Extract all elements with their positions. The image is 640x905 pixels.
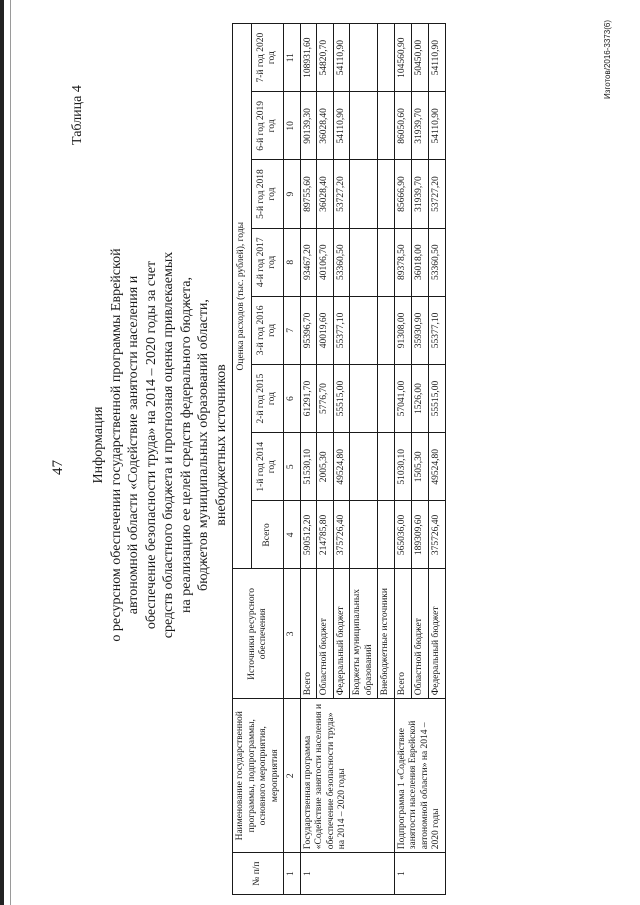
value-cell: 57041,00: [394, 364, 411, 432]
value-cell: 91308,00: [394, 296, 411, 364]
value-cell: 50450,00: [411, 24, 428, 92]
value-cell: 49524,80: [333, 433, 350, 501]
value-cell: 5776,70: [317, 364, 334, 432]
column-number: 4: [284, 501, 301, 569]
value-cell: 53360,50: [428, 228, 445, 296]
value-cell: [378, 160, 395, 228]
value-cell: 54110,90: [428, 92, 445, 160]
value-cell: 1505,30: [411, 433, 428, 501]
source-cell: Федеральный бюджет: [428, 569, 445, 699]
value-cell: 40106,70: [317, 228, 334, 296]
value-cell: [350, 228, 378, 296]
value-cell: 89755,60: [300, 160, 317, 228]
table-label: Таблица 4: [70, 85, 85, 145]
row-number: 1: [300, 853, 394, 895]
value-cell: 36028,40: [317, 92, 334, 160]
col-header-no: № п/п: [233, 853, 284, 895]
value-cell: 49524,80: [428, 433, 445, 501]
heading-line: средств областного бюджета и прогнозная оценка привлекаемых: [161, 251, 176, 639]
value-cell: 35930,90: [411, 296, 428, 364]
value-cell: 54110,90: [333, 92, 350, 160]
heading-line: автономной области «Содействие занятости населения и: [126, 275, 141, 615]
value-cell: 55515,00: [333, 364, 350, 432]
value-cell: [350, 92, 378, 160]
heading-line: на реализацию ее целей средств федерального бюджета,: [178, 277, 194, 613]
program-name: Подпрограмма 1 «Содействие занятости населения Еврейской автономной области» на 2014 – 2020 годы: [394, 699, 445, 853]
row-number: 1: [394, 853, 445, 895]
value-cell: 375726,40: [333, 501, 350, 569]
col-header-name: Наименование государственной программы, подпрограммы, основного мероприятия, мероприятия: [233, 699, 284, 853]
value-cell: 40019,60: [317, 296, 334, 364]
header-row: [233, 24, 252, 895]
col-header-source: Источники ресурсного обеспечения: [233, 569, 284, 699]
value-cell: 36028,40: [317, 160, 334, 228]
source-cell: Областной бюджет: [411, 569, 428, 699]
value-cell: 565036,00: [394, 501, 411, 569]
value-cell: 375726,40: [428, 501, 445, 569]
value-cell: 53727,20: [428, 160, 445, 228]
value-cell: 36018,00: [411, 228, 428, 296]
value-cell: [378, 364, 395, 432]
value-cell: 1526,00: [411, 364, 428, 432]
heading-line: внебюджетных источников: [213, 364, 229, 526]
column-number: 10: [284, 92, 301, 160]
value-cell: 55377,10: [333, 296, 350, 364]
column-number: 11: [284, 24, 301, 92]
col-header-year: 7-й год 2020 год: [251, 24, 283, 92]
value-cell: 86050,60: [394, 92, 411, 160]
source-cell: Бюджеты муниципальных образований: [350, 569, 378, 699]
source-cell: Областной бюджет: [317, 569, 334, 699]
value-cell: 31939,70: [411, 160, 428, 228]
value-cell: [378, 433, 395, 501]
source-cell: Всего: [300, 569, 317, 699]
column-number-row: [284, 24, 301, 895]
value-cell: [350, 296, 378, 364]
value-cell: 108931,60: [300, 24, 317, 92]
col-header-year: 5-й год 2018 год: [251, 160, 283, 228]
value-cell: [350, 433, 378, 501]
value-cell: 54110,90: [333, 24, 350, 92]
value-cell: [378, 92, 395, 160]
value-cell: 55377,10: [428, 296, 445, 364]
value-cell: [350, 160, 378, 228]
value-cell: 54820,70: [317, 24, 334, 92]
page-number: 47: [50, 460, 66, 475]
heading-line: бюджетов муниципальных образований области,: [196, 299, 211, 591]
value-cell: 189309,60: [411, 501, 428, 569]
value-cell: [378, 501, 395, 569]
footer-code: Изготов/2016-3373(6): [603, 20, 612, 99]
source-cell: Всего: [394, 569, 411, 699]
column-number: 1: [284, 853, 301, 895]
col-header-year: 2-й год 2015 год: [251, 364, 283, 432]
value-cell: 85666,90: [394, 160, 411, 228]
column-number: 5: [284, 433, 301, 501]
column-number: 6: [284, 364, 301, 432]
column-number: 3: [284, 569, 301, 699]
col-header-year: 1-й год 2014 год: [251, 433, 283, 501]
value-cell: [350, 501, 378, 569]
value-cell: [350, 364, 378, 432]
value-cell: 93467,20: [300, 228, 317, 296]
heading-line: обеспечение безопасности труда» на 2014 – 2020 годы за счет: [143, 260, 159, 630]
column-number: 7: [284, 296, 301, 364]
value-cell: 51030,10: [394, 433, 411, 501]
col-header-year: 6-й год 2019 год: [251, 92, 283, 160]
resource-table: [232, 23, 446, 895]
value-cell: 31939,70: [411, 92, 428, 160]
value-cell: 214785,80: [317, 501, 334, 569]
value-cell: [378, 228, 395, 296]
source-cell: Внебюджетные источники: [378, 569, 395, 699]
column-number: 2: [284, 699, 301, 853]
value-cell: 53360,50: [333, 228, 350, 296]
value-cell: 54110,90: [428, 24, 445, 92]
value-cell: 590512,20: [300, 501, 317, 569]
column-number: 8: [284, 228, 301, 296]
value-cell: 53727,20: [333, 160, 350, 228]
col-header-total: Всего: [251, 501, 283, 569]
col-header-estimate: Оценка расходов (тыс. рублей), годы: [233, 24, 252, 570]
value-cell: 61291,70: [300, 364, 317, 432]
table-row: [300, 24, 317, 895]
value-cell: 89378,50: [394, 228, 411, 296]
value-cell: [378, 24, 395, 92]
document-heading: [90, 85, 230, 805]
value-cell: 90139,30: [300, 92, 317, 160]
table-row: [394, 24, 411, 895]
source-cell: Федеральный бюджет: [333, 569, 350, 699]
col-header-year: 4-й год 2017 год: [251, 228, 283, 296]
value-cell: 104560,90: [394, 24, 411, 92]
value-cell: 95396,70: [300, 296, 317, 364]
heading-line: Информация: [91, 406, 106, 484]
value-cell: [378, 296, 395, 364]
value-cell: 55515,00: [428, 364, 445, 432]
value-cell: 51530,10: [300, 433, 317, 501]
value-cell: 2005,30: [317, 433, 334, 501]
col-header-year: 3-й год 2016 год: [251, 296, 283, 364]
column-number: 9: [284, 160, 301, 228]
value-cell: [350, 24, 378, 92]
program-name: Государственная программа «Содействие занятости населения и обеспечение безопасности труда» на 2014 – 2020 годы: [300, 699, 394, 853]
heading-line: о ресурсном обеспечении государственной программы Еврейской: [108, 248, 124, 642]
